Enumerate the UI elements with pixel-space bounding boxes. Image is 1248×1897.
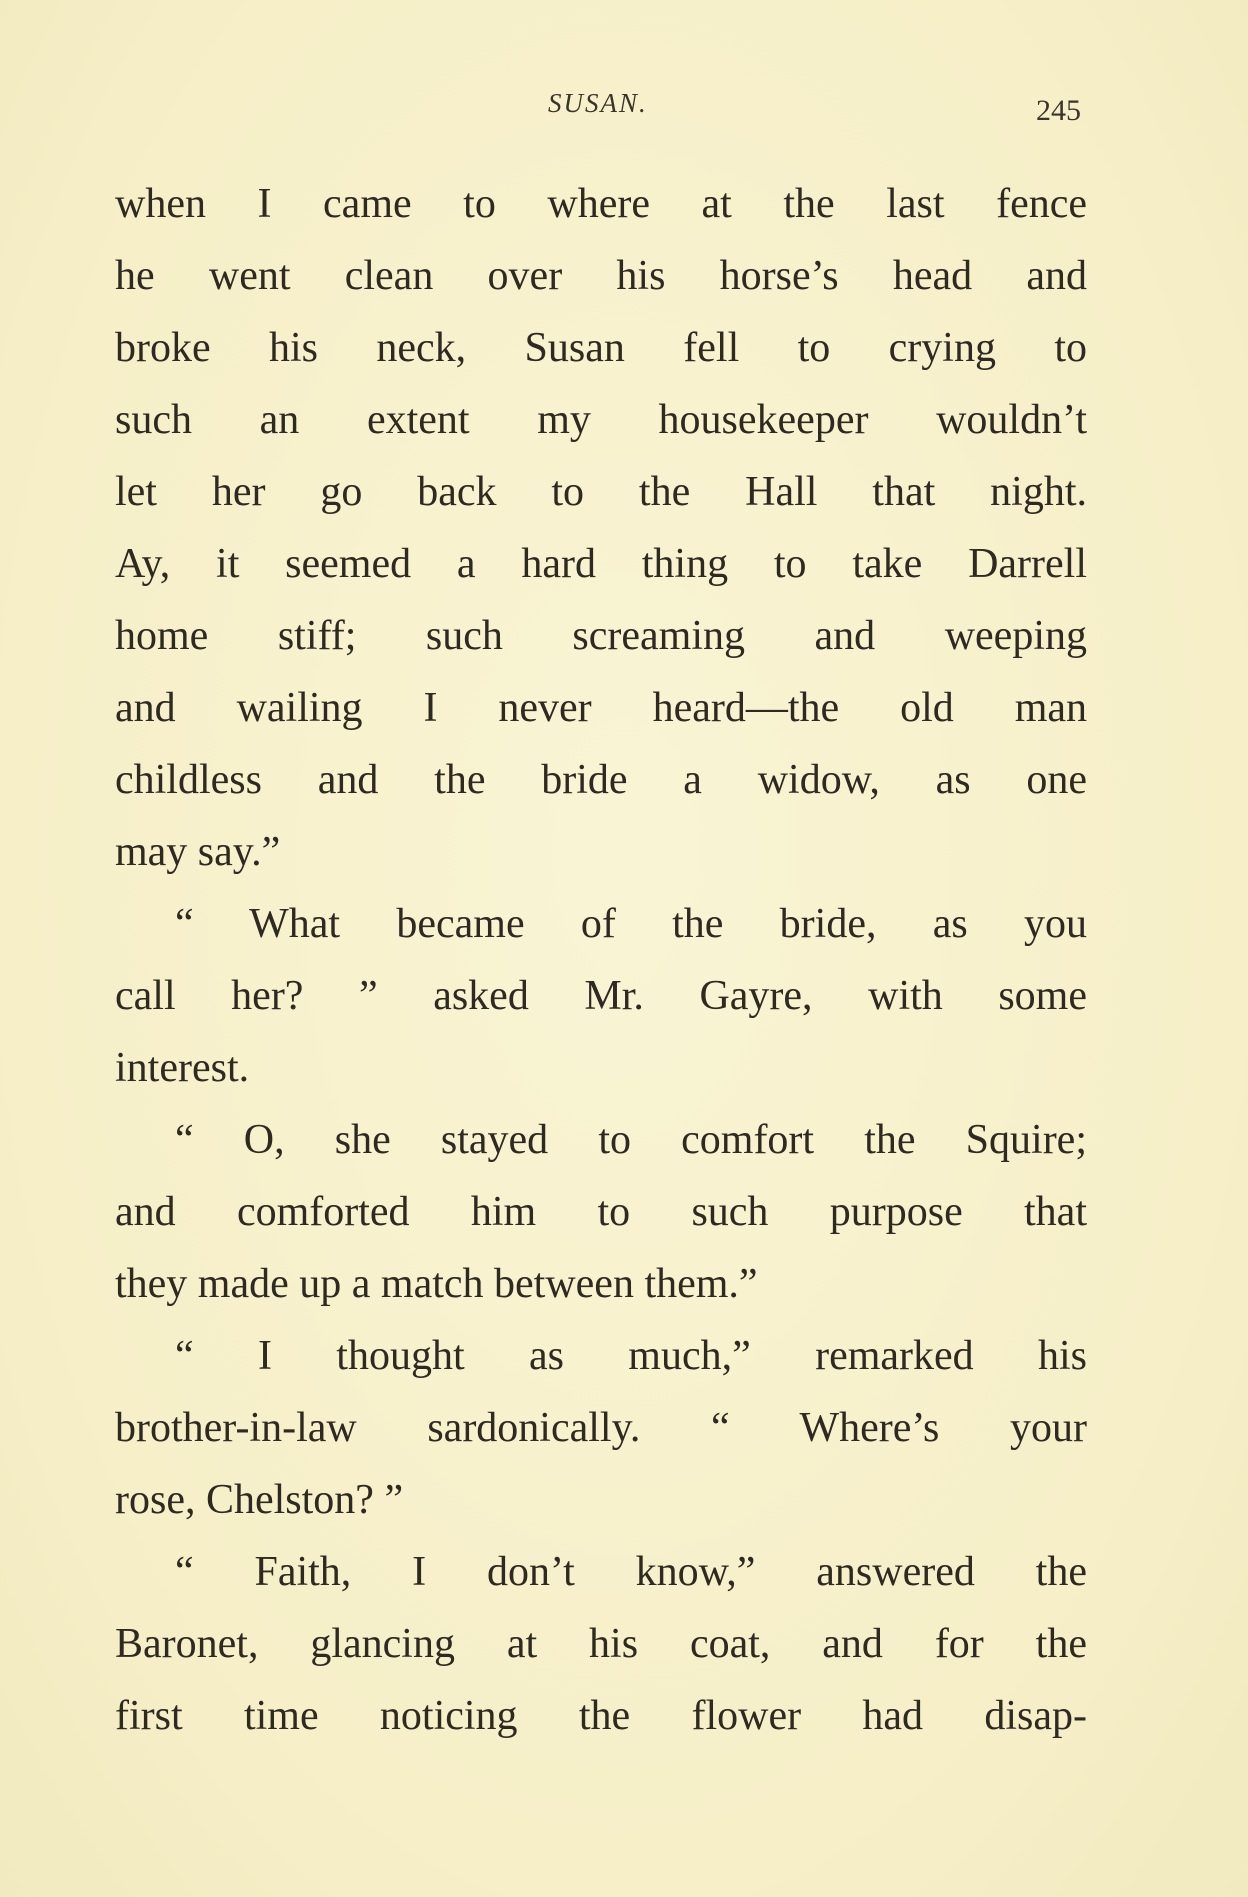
text-line: rose, Chelston? ” <box>115 1477 404 1523</box>
text-line: call her? ” asked Mr. Gayre, with some <box>115 973 1087 1019</box>
page-number: 245 <box>1036 94 1081 127</box>
running-head <box>0 88 1248 128</box>
text-line: broke his neck, Susan fell to crying to <box>115 325 1087 371</box>
text-line: interest. <box>115 1045 250 1091</box>
text-line: may say.” <box>115 829 281 875</box>
text-line: when I came to where at the last fence <box>115 181 1087 227</box>
text-line: first time noticing the flower had disap- <box>115 1693 1087 1739</box>
text-line: they made up a match between them.” <box>115 1261 758 1307</box>
running-title: SUSAN. <box>548 88 648 118</box>
text-line: and wailing I never heard—the old man <box>115 685 1087 731</box>
text-line: “ What became of the bride, as you <box>175 901 1087 947</box>
text-line: such an extent my housekeeper wouldn’t <box>115 397 1087 443</box>
body-text <box>115 168 1087 1752</box>
text-line: let her go back to the Hall that night. <box>115 469 1087 515</box>
text-line: “ I thought as much,” remarked his <box>175 1333 1087 1379</box>
text-line: he went clean over his horse’s head and <box>115 253 1087 299</box>
text-line: Ay, it seemed a hard thing to take Darrell <box>115 541 1087 587</box>
text-line: brother-in-law sardonically. “ Where’s your <box>115 1405 1087 1451</box>
text-line: “ Faith, I don’t know,” answered the <box>175 1549 1087 1595</box>
text-line: and comforted him to such purpose that <box>115 1189 1087 1235</box>
text-line: childless and the bride a widow, as one <box>115 757 1087 803</box>
text-line: home stiff; such screaming and weeping <box>115 613 1087 659</box>
text-line: “ O, she stayed to comfort the Squire; <box>175 1117 1087 1163</box>
text-line: Baronet, glancing at his coat, and for the <box>115 1621 1087 1667</box>
